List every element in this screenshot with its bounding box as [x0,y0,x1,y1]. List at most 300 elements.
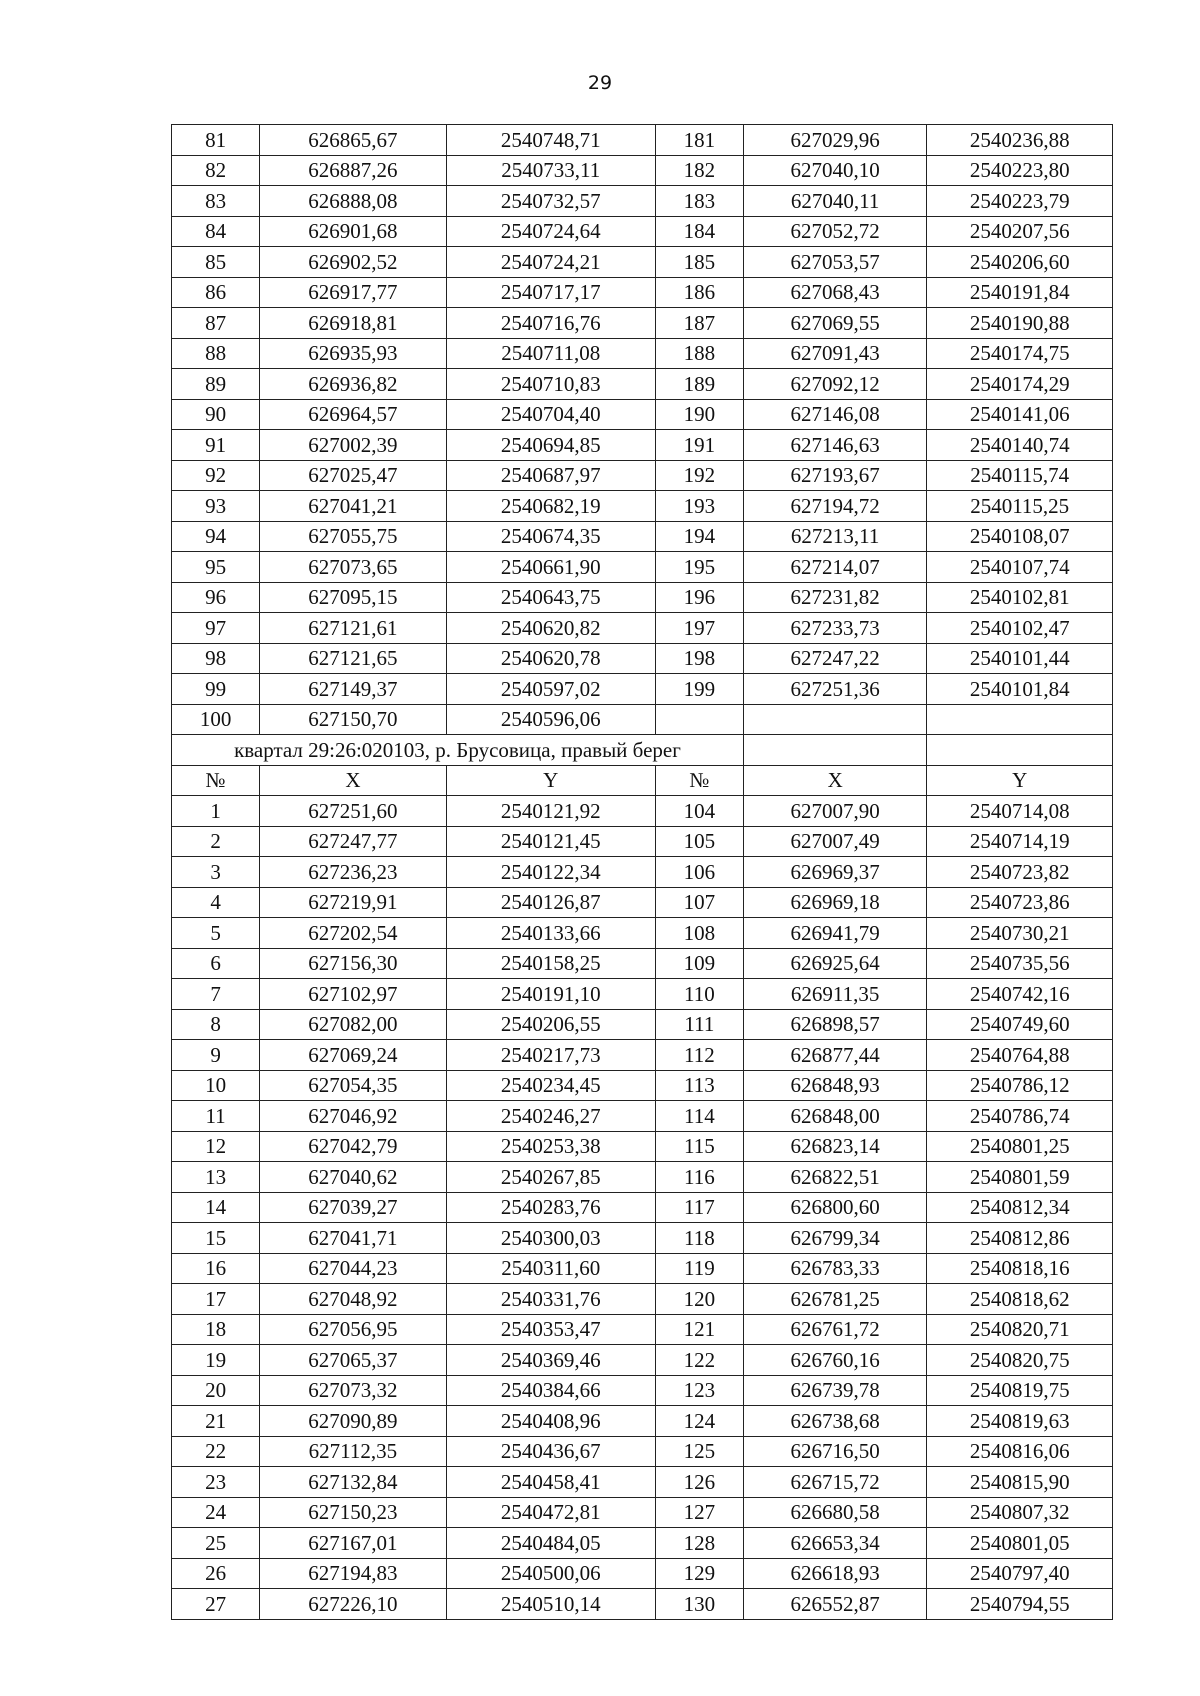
point-number: 195 [655,552,743,583]
y-value: 2540764,88 [927,1040,1113,1071]
y-value: 2540122,34 [446,857,655,888]
x-value [743,704,926,735]
x-value: 627052,72 [743,216,926,247]
point-number: 191 [655,430,743,461]
x-value: 627251,60 [260,796,447,827]
point-number: 124 [655,1406,743,1437]
x-value: 627029,96 [743,125,926,156]
point-number: 12 [172,1131,260,1162]
x-value: 626761,72 [743,1314,926,1345]
x-value: 626902,52 [260,247,447,278]
y-value: 2540812,86 [927,1223,1113,1254]
table-row [172,1192,1113,1223]
x-value: 627041,21 [260,491,447,522]
point-number: 120 [655,1284,743,1315]
y-value: 2540674,35 [446,521,655,552]
x-value: 626799,34 [743,1223,926,1254]
point-number: 84 [172,216,260,247]
point-number: 82 [172,155,260,186]
point-number: 93 [172,491,260,522]
table-row [172,796,1113,827]
y-value: 2540794,55 [927,1589,1113,1620]
y-value: 2540223,79 [927,186,1113,217]
x-value: 627068,43 [743,277,926,308]
x-value: 627055,75 [260,521,447,552]
section-header [172,735,1113,796]
x-value: 627048,92 [260,1284,447,1315]
header-number: № [172,765,260,796]
x-value: 626941,79 [743,918,926,949]
x-value: 626964,57 [260,399,447,430]
table-row [172,979,1113,1010]
x-value: 627007,90 [743,796,926,827]
point-number: 194 [655,521,743,552]
y-value: 2540597,02 [446,674,655,705]
y-value: 2540801,25 [927,1131,1113,1162]
header-x: X [260,765,447,796]
point-number: 20 [172,1375,260,1406]
x-value: 627112,35 [260,1436,447,1467]
y-value: 2540816,06 [927,1436,1113,1467]
point-number: 13 [172,1162,260,1193]
x-value: 627092,12 [743,369,926,400]
x-value: 626911,35 [743,979,926,1010]
y-value: 2540102,47 [927,613,1113,644]
y-value: 2540797,40 [927,1558,1113,1589]
coordinates-table [171,124,1113,1620]
part1-rows [172,125,1113,735]
point-number: 116 [655,1162,743,1193]
table-row [172,1497,1113,1528]
point-number: 107 [655,887,743,918]
x-value: 627146,63 [743,430,926,461]
table-row [172,1253,1113,1284]
y-value: 2540102,81 [927,582,1113,613]
point-number: 106 [655,857,743,888]
point-number: 197 [655,613,743,644]
x-value: 627095,15 [260,582,447,613]
x-value: 626935,93 [260,338,447,369]
table-row [172,918,1113,949]
table-row [172,643,1113,674]
point-number: 19 [172,1345,260,1376]
y-value: 2540331,76 [446,1284,655,1315]
x-value: 626781,25 [743,1284,926,1315]
y-value: 2540724,21 [446,247,655,278]
table-row [172,521,1113,552]
point-number: 8 [172,1009,260,1040]
y-value: 2540643,75 [446,582,655,613]
y-value: 2540807,32 [927,1497,1113,1528]
point-number: 6 [172,948,260,979]
table-row [172,674,1113,705]
header-row [172,765,1113,796]
table-row [172,1406,1113,1437]
point-number: 188 [655,338,743,369]
x-value: 627150,70 [260,704,447,735]
y-value: 2540815,90 [927,1467,1113,1498]
x-value: 627069,24 [260,1040,447,1071]
x-value: 627121,61 [260,613,447,644]
table-row [172,826,1113,857]
x-value: 626848,93 [743,1070,926,1101]
point-number: 121 [655,1314,743,1345]
point-number: 23 [172,1467,260,1498]
point-number: 114 [655,1101,743,1132]
x-value: 627149,37 [260,674,447,705]
table-row [172,216,1113,247]
y-value: 2540384,66 [446,1375,655,1406]
table-row [172,704,1113,735]
x-value: 627194,83 [260,1558,447,1589]
x-value: 626653,34 [743,1528,926,1559]
table-row [172,308,1113,339]
point-number: 117 [655,1192,743,1223]
table-row [172,1314,1113,1345]
y-value: 2540158,25 [446,948,655,979]
y-value: 2540818,16 [927,1253,1113,1284]
y-value: 2540246,27 [446,1101,655,1132]
x-value: 626901,68 [260,216,447,247]
y-value: 2540704,40 [446,399,655,430]
x-value: 626898,57 [743,1009,926,1040]
x-value: 627042,79 [260,1131,447,1162]
x-value: 627044,23 [260,1253,447,1284]
x-value: 627132,84 [260,1467,447,1498]
point-number: 87 [172,308,260,339]
point-number: 110 [655,979,743,1010]
x-value: 627226,10 [260,1589,447,1620]
x-value: 627040,11 [743,186,926,217]
point-number: 24 [172,1497,260,1528]
point-number: 100 [172,704,260,735]
y-value: 2540748,71 [446,125,655,156]
x-value: 627002,39 [260,430,447,461]
y-value: 2540500,06 [446,1558,655,1589]
section-title-row [172,735,1113,766]
point-number: 81 [172,125,260,156]
y-value: 2540682,19 [446,491,655,522]
point-number: 7 [172,979,260,1010]
table-row [172,430,1113,461]
y-value: 2540253,38 [446,1131,655,1162]
point-number: 189 [655,369,743,400]
y-value: 2540191,84 [927,277,1113,308]
part2-rows [172,796,1113,1620]
x-value: 626552,87 [743,1589,926,1620]
y-value: 2540107,74 [927,552,1113,583]
point-number: 86 [172,277,260,308]
header-x: X [743,765,926,796]
y-value: 2540724,64 [446,216,655,247]
point-number: 83 [172,186,260,217]
table-row [172,460,1113,491]
y-value: 2540207,56 [927,216,1113,247]
point-number: 184 [655,216,743,247]
y-value: 2540723,86 [927,887,1113,918]
y-value: 2540732,57 [446,186,655,217]
point-number: 126 [655,1467,743,1498]
y-value: 2540267,85 [446,1162,655,1193]
section-title-empty-cell [743,735,926,766]
x-value: 626760,16 [743,1345,926,1376]
x-value: 627007,49 [743,826,926,857]
y-value: 2540710,83 [446,369,655,400]
point-number: 17 [172,1284,260,1315]
x-value: 627090,89 [260,1406,447,1437]
y-value: 2540206,55 [446,1009,655,1040]
y-value: 2540801,05 [927,1528,1113,1559]
table-row [172,613,1113,644]
point-number: 15 [172,1223,260,1254]
x-value: 626925,64 [743,948,926,979]
section-title: квартал 29:26:020103, р. Брусовица, правый берег [172,735,744,766]
table-row [172,887,1113,918]
y-value: 2540223,80 [927,155,1113,186]
section-title-empty-cell [927,735,1113,766]
x-value: 627167,01 [260,1528,447,1559]
y-value: 2540819,63 [927,1406,1113,1437]
point-number: 99 [172,674,260,705]
x-value: 626783,33 [743,1253,926,1284]
point-number: 112 [655,1040,743,1071]
x-value: 627194,72 [743,491,926,522]
point-number: 9 [172,1040,260,1071]
point-number: 193 [655,491,743,522]
table-row [172,186,1113,217]
x-value: 627102,97 [260,979,447,1010]
table-row [172,247,1113,278]
y-value: 2540458,41 [446,1467,655,1498]
x-value: 627247,77 [260,826,447,857]
y-value: 2540234,45 [446,1070,655,1101]
y-value: 2540140,74 [927,430,1113,461]
point-number: 26 [172,1558,260,1589]
point-number: 185 [655,247,743,278]
x-value: 627082,00 [260,1009,447,1040]
point-number: 111 [655,1009,743,1040]
y-value: 2540687,97 [446,460,655,491]
y-value: 2540801,59 [927,1162,1113,1193]
y-value: 2540717,17 [446,277,655,308]
table-row [172,125,1113,156]
x-value: 627040,62 [260,1162,447,1193]
y-value: 2540101,44 [927,643,1113,674]
point-number: 89 [172,369,260,400]
header-y: Y [927,765,1113,796]
point-number: 105 [655,826,743,857]
y-value: 2540206,60 [927,247,1113,278]
point-number: 18 [172,1314,260,1345]
table-row [172,1162,1113,1193]
point-number: 98 [172,643,260,674]
x-value: 627056,95 [260,1314,447,1345]
y-value: 2540620,78 [446,643,655,674]
x-value: 627065,37 [260,1345,447,1376]
y-value: 2540133,66 [446,918,655,949]
point-number: 104 [655,796,743,827]
point-number: 181 [655,125,743,156]
x-value: 627091,43 [743,338,926,369]
point-number: 5 [172,918,260,949]
point-number: 115 [655,1131,743,1162]
point-number: 128 [655,1528,743,1559]
y-value: 2540716,76 [446,308,655,339]
table-row [172,1375,1113,1406]
y-value: 2540436,67 [446,1436,655,1467]
x-value: 626865,67 [260,125,447,156]
point-number: 16 [172,1253,260,1284]
y-value: 2540283,76 [446,1192,655,1223]
table-row [172,1528,1113,1559]
x-value: 627053,57 [743,247,926,278]
point-number: 192 [655,460,743,491]
point-number: 196 [655,582,743,613]
x-value: 627156,30 [260,948,447,979]
x-value: 626917,77 [260,277,447,308]
table-row [172,1558,1113,1589]
point-number: 91 [172,430,260,461]
y-value: 2540484,05 [446,1528,655,1559]
y-value: 2540786,12 [927,1070,1113,1101]
point-number: 190 [655,399,743,430]
x-value: 626823,14 [743,1131,926,1162]
point-number: 182 [655,155,743,186]
x-value: 627146,08 [743,399,926,430]
x-value: 627202,54 [260,918,447,949]
y-value: 2540812,34 [927,1192,1113,1223]
point-number: 183 [655,186,743,217]
x-value: 626822,51 [743,1162,926,1193]
y-value: 2540818,62 [927,1284,1113,1315]
point-number: 118 [655,1223,743,1254]
table-row [172,857,1113,888]
point-number: 122 [655,1345,743,1376]
x-value: 626887,26 [260,155,447,186]
point-number: 97 [172,613,260,644]
y-value: 2540714,19 [927,826,1113,857]
x-value: 626969,18 [743,887,926,918]
point-number: 94 [172,521,260,552]
x-value: 627073,32 [260,1375,447,1406]
y-value: 2540661,90 [446,552,655,583]
point-number: 25 [172,1528,260,1559]
table-row [172,582,1113,613]
x-value: 627073,65 [260,552,447,583]
y-value: 2540733,11 [446,155,655,186]
table-row [172,369,1113,400]
x-value: 627039,27 [260,1192,447,1223]
x-value: 627233,73 [743,613,926,644]
x-value: 627054,35 [260,1070,447,1101]
header-y: Y [446,765,655,796]
point-number: 88 [172,338,260,369]
point-number: 27 [172,1589,260,1620]
x-value: 626918,81 [260,308,447,339]
y-value [927,704,1113,735]
y-value: 2540820,71 [927,1314,1113,1345]
y-value: 2540714,08 [927,796,1113,827]
y-value: 2540723,82 [927,857,1113,888]
x-value: 626877,44 [743,1040,926,1071]
point-number: 96 [172,582,260,613]
table-row [172,1436,1113,1467]
table-row [172,1131,1113,1162]
y-value: 2540141,06 [927,399,1113,430]
y-value: 2540620,82 [446,613,655,644]
point-number [655,704,743,735]
y-value: 2540115,25 [927,491,1113,522]
point-number: 125 [655,1436,743,1467]
y-value: 2540126,87 [446,887,655,918]
y-value: 2540353,47 [446,1314,655,1345]
y-value: 2540174,29 [927,369,1113,400]
table-row [172,1040,1113,1071]
y-value: 2540596,06 [446,704,655,735]
x-value: 627213,11 [743,521,926,552]
table-row [172,1223,1113,1254]
point-number: 113 [655,1070,743,1101]
table-row [172,1284,1113,1315]
table-row [172,1070,1113,1101]
table-row [172,552,1113,583]
point-number: 119 [655,1253,743,1284]
x-value: 626969,37 [743,857,926,888]
y-value: 2540236,88 [927,125,1113,156]
x-value: 627247,22 [743,643,926,674]
y-value: 2540121,45 [446,826,655,857]
x-value: 626848,00 [743,1101,926,1132]
y-value: 2540121,92 [446,796,655,827]
x-value: 627150,23 [260,1497,447,1528]
y-value: 2540820,75 [927,1345,1113,1376]
x-value: 626800,60 [743,1192,926,1223]
y-value: 2540408,96 [446,1406,655,1437]
point-number: 129 [655,1558,743,1589]
y-value: 2540472,81 [446,1497,655,1528]
x-value: 626936,82 [260,369,447,400]
table-row [172,948,1113,979]
table-row [172,155,1113,186]
point-number: 95 [172,552,260,583]
point-number: 123 [655,1375,743,1406]
x-value: 627193,67 [743,460,926,491]
point-number: 90 [172,399,260,430]
x-value: 626680,58 [743,1497,926,1528]
x-value: 626888,08 [260,186,447,217]
point-number: 14 [172,1192,260,1223]
point-number: 4 [172,887,260,918]
x-value: 626739,78 [743,1375,926,1406]
point-number: 1 [172,796,260,827]
table-row [172,491,1113,522]
table-row [172,1589,1113,1620]
point-number: 198 [655,643,743,674]
y-value: 2540711,08 [446,338,655,369]
x-value: 627025,47 [260,460,447,491]
y-value: 2540369,46 [446,1345,655,1376]
y-value: 2540108,07 [927,521,1113,552]
x-value: 627219,91 [260,887,447,918]
point-number: 3 [172,857,260,888]
y-value: 2540742,16 [927,979,1113,1010]
y-value: 2540730,21 [927,918,1113,949]
y-value: 2540694,85 [446,430,655,461]
x-value: 626716,50 [743,1436,926,1467]
x-value: 627040,10 [743,155,926,186]
x-value: 627214,07 [743,552,926,583]
y-value: 2540217,73 [446,1040,655,1071]
